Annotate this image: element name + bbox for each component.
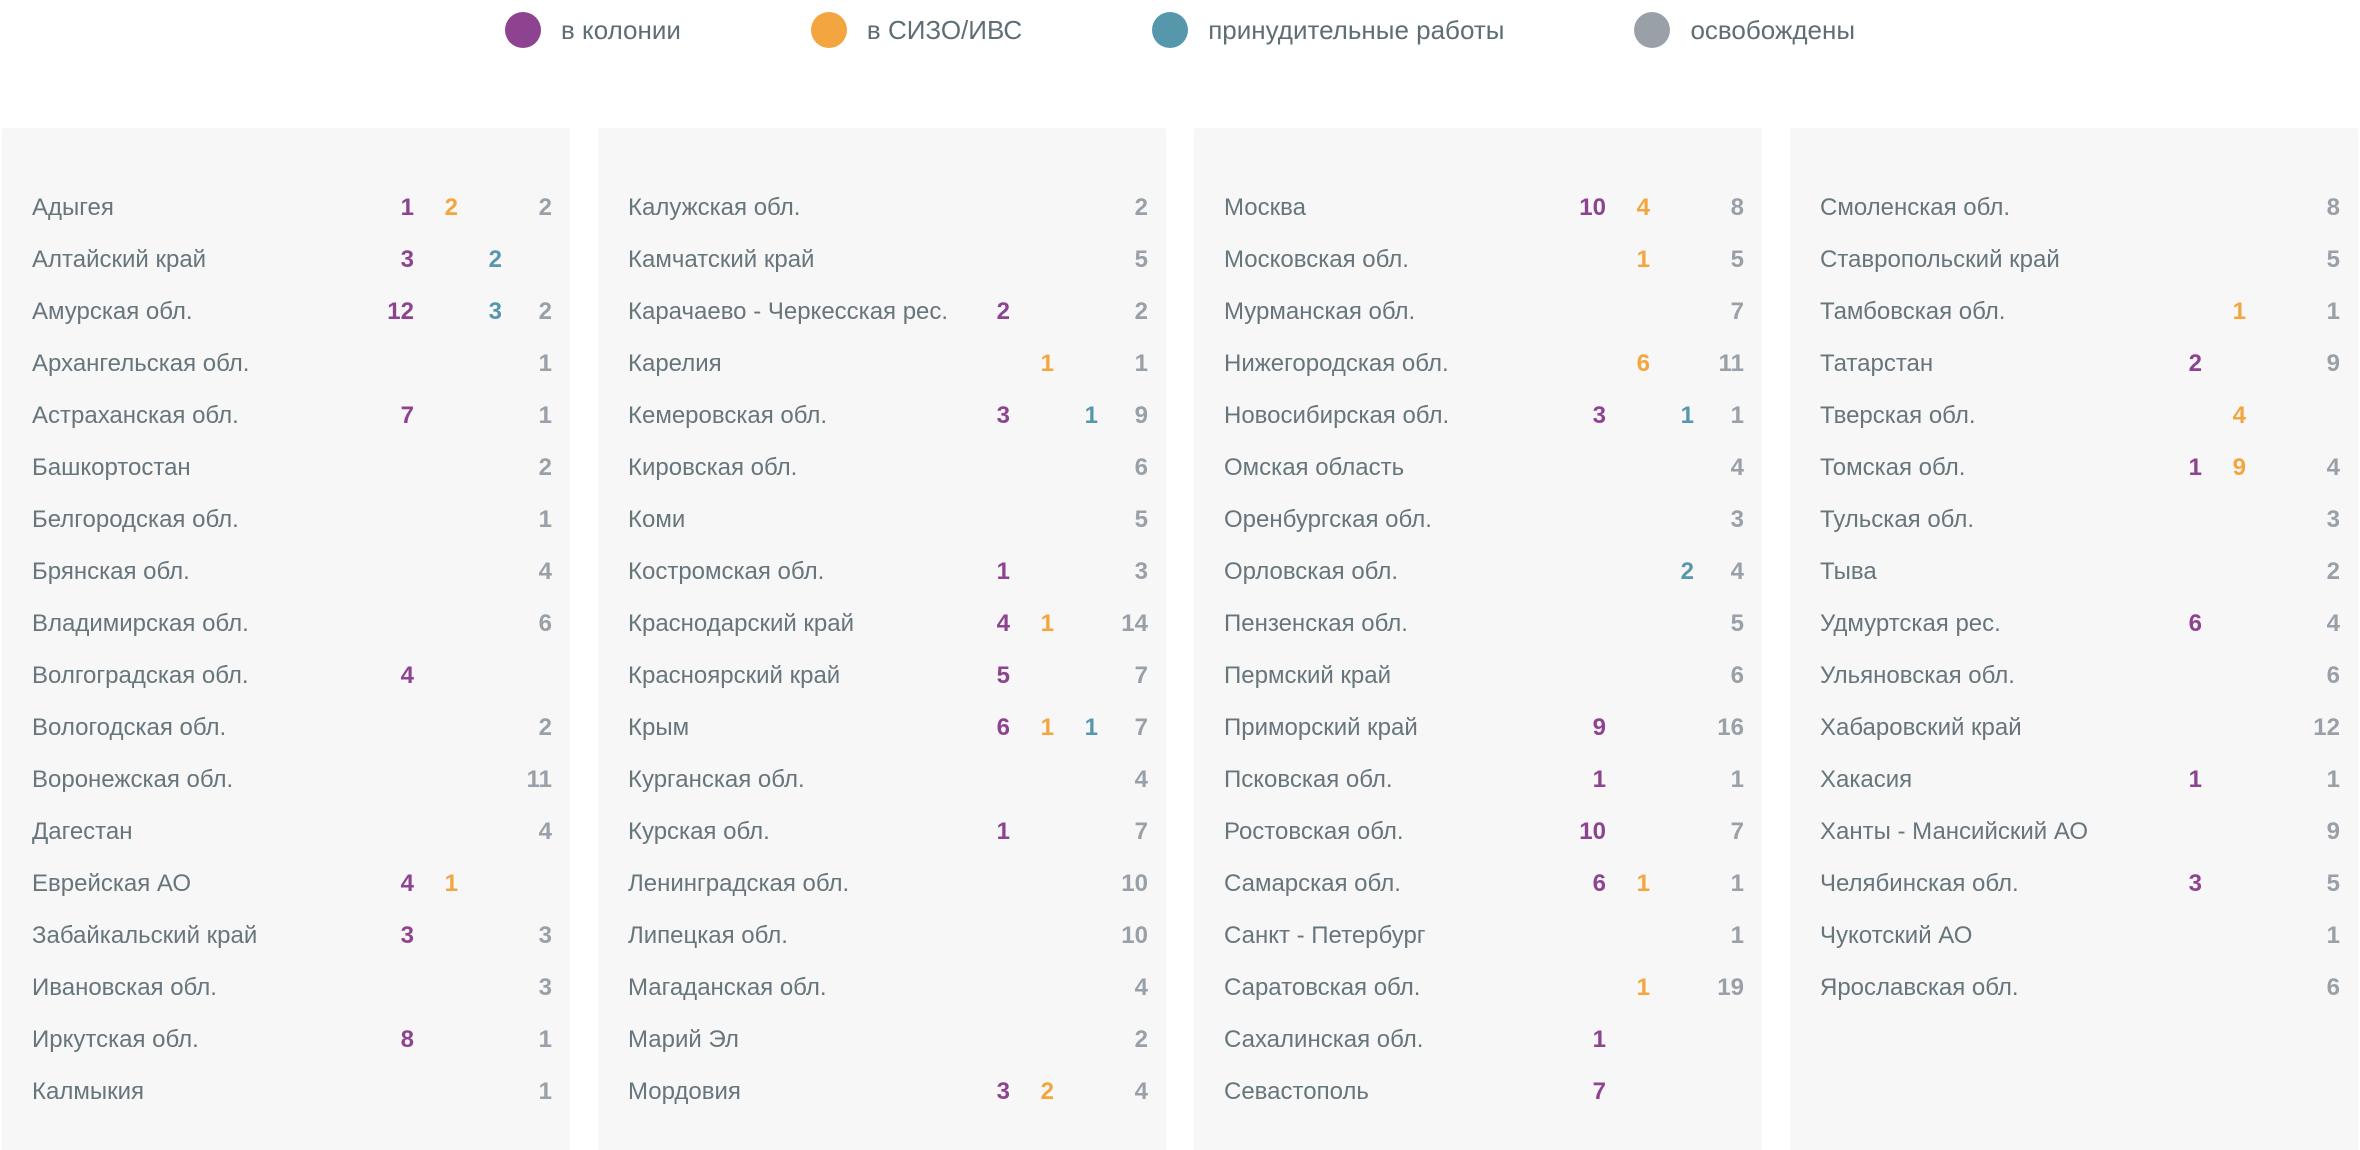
- table-row: [1820, 546, 2340, 598]
- legend-label: в СИЗО/ИВС: [866, 14, 1023, 45]
- sizo-count: 1: [444, 870, 458, 897]
- released-count: 4: [1134, 766, 1148, 793]
- region-name: Чукотский АО: [1820, 922, 1973, 949]
- region-name: Белгородская обл.: [32, 506, 239, 533]
- table-row: [1224, 910, 1744, 962]
- table-row: [32, 910, 552, 962]
- table-row: [1224, 494, 1744, 546]
- released-count: 1: [1134, 350, 1148, 377]
- region-name: Ханты - Мансийский АО: [1820, 818, 2088, 845]
- region-name: Нижегородская обл.: [1224, 350, 1449, 377]
- table-row: [628, 546, 1148, 598]
- legend-item-sizo[interactable]: [811, 12, 1022, 48]
- colony-dot-icon: [505, 12, 541, 48]
- forced-labor-count: 2: [488, 246, 502, 273]
- released-count: 4: [1134, 974, 1148, 1001]
- table-row: [1224, 390, 1744, 442]
- region-name: Карелия: [628, 350, 722, 377]
- region-name: Калужская обл.: [628, 194, 801, 221]
- sizo-count: 4: [2232, 402, 2246, 429]
- region-name: Алтайский край: [32, 246, 207, 273]
- released-count: 1: [538, 506, 552, 533]
- region-panel-4: [1790, 128, 2358, 1150]
- released-count: 2: [2326, 558, 2340, 585]
- table-row: [628, 338, 1148, 390]
- region-name: Краснодарский край: [628, 610, 855, 637]
- colony-count: 2: [996, 298, 1010, 325]
- region-name: Хабаровский край: [1820, 714, 2022, 741]
- region-name: Липецкая обл.: [628, 922, 788, 949]
- table-row: [32, 390, 552, 442]
- table-row: [32, 598, 552, 650]
- region-panel-2: [598, 128, 1166, 1150]
- region-name: Камчатский край: [628, 246, 815, 273]
- released-count: 7: [1730, 298, 1744, 325]
- region-name: Тамбовская обл.: [1820, 298, 2006, 325]
- table-row: [628, 962, 1148, 1014]
- region-name: Дагестан: [32, 818, 133, 845]
- table-row: [1224, 702, 1744, 754]
- sizo-count: 1: [1636, 870, 1650, 897]
- table-row: [1224, 546, 1744, 598]
- legend-item-colony[interactable]: [505, 12, 681, 48]
- region-name: Ивановская обл.: [32, 974, 217, 1001]
- table-row: [628, 598, 1148, 650]
- released-count: 11: [526, 766, 552, 793]
- table-row: [32, 494, 552, 546]
- region-name: Севастополь: [1224, 1078, 1369, 1105]
- table-row: [1820, 598, 2340, 650]
- region-name: Мордовия: [628, 1078, 741, 1105]
- region-name: Владимирская обл.: [32, 610, 249, 637]
- region-name: Тыва: [1820, 558, 1877, 585]
- released-count: 1: [538, 402, 552, 429]
- table-row: [1820, 234, 2340, 286]
- table-row: [32, 754, 552, 806]
- released-count: 2: [1134, 1026, 1148, 1053]
- released-count: 6: [1134, 454, 1148, 481]
- region-name: Самарская обл.: [1224, 870, 1401, 897]
- regions-board: [0, 128, 2360, 1150]
- sizo-count: 1: [2232, 298, 2246, 325]
- released-count: 5: [2326, 870, 2340, 897]
- released-count: 8: [1730, 194, 1744, 221]
- region-name: Костромская обл.: [628, 558, 825, 585]
- released-count: 1: [1730, 870, 1744, 897]
- region-name: Брянская обл.: [32, 558, 190, 585]
- table-row: [1820, 910, 2340, 962]
- colony-count: 3: [400, 246, 414, 273]
- released-count: 1: [538, 350, 552, 377]
- released-count: 4: [1730, 454, 1744, 481]
- colony-count: 8: [400, 1026, 414, 1053]
- region-name: Пензенская обл.: [1224, 610, 1408, 637]
- region-name: Санкт - Петербург: [1224, 922, 1426, 949]
- released-count: 1: [2326, 766, 2340, 793]
- region-name: Кемеровская обл.: [628, 402, 828, 429]
- table-row: [1224, 962, 1744, 1014]
- table-row: [32, 650, 552, 702]
- region-name: Волгоградская обл.: [32, 662, 249, 689]
- forced-labor-count: 1: [1084, 714, 1098, 741]
- colony-count: 1: [1592, 766, 1606, 793]
- table-row: [1820, 442, 2340, 494]
- colony-count: 1: [2188, 766, 2202, 793]
- table-row: [32, 442, 552, 494]
- colony-count: 3: [400, 922, 414, 949]
- region-name: Псковская обл.: [1224, 766, 1393, 793]
- table-row: [1224, 858, 1744, 910]
- region-name: Калмыкия: [32, 1078, 144, 1105]
- table-row: [628, 390, 1148, 442]
- region-name: Саратовская обл.: [1224, 974, 1421, 1001]
- table-row: [32, 234, 552, 286]
- colony-count: 10: [1579, 818, 1606, 845]
- table-row: [1224, 182, 1744, 234]
- table-row: [32, 338, 552, 390]
- region-name: Тульская обл.: [1820, 506, 1975, 533]
- colony-count: 3: [996, 402, 1010, 429]
- table-row: [32, 962, 552, 1014]
- sizo-count: 4: [1636, 194, 1650, 221]
- table-row: [628, 650, 1148, 702]
- colony-count: 12: [387, 298, 414, 325]
- colony-count: 7: [400, 402, 414, 429]
- table-row: [1820, 338, 2340, 390]
- table-row: [1820, 494, 2340, 546]
- colony-count: 4: [400, 870, 414, 897]
- table-row: [1224, 598, 1744, 650]
- sizo-count: 1: [1040, 714, 1054, 741]
- released-count: 14: [1121, 610, 1148, 637]
- table-row: [1224, 442, 1744, 494]
- colony-count: 1: [400, 194, 414, 221]
- region-name: Тверская обл.: [1820, 402, 1976, 429]
- region-name: Ленинградская обл.: [628, 870, 850, 897]
- released-count: 2: [538, 454, 552, 481]
- table-row: [1820, 858, 2340, 910]
- table-row: [1224, 754, 1744, 806]
- released-count: 4: [1134, 1078, 1148, 1105]
- colony-count: 1: [996, 558, 1010, 585]
- released-count: 9: [2326, 818, 2340, 845]
- table-row: [1820, 702, 2340, 754]
- region-panel-1: [2, 128, 570, 1150]
- released-count: 3: [1134, 558, 1148, 585]
- table-row: [1820, 650, 2340, 702]
- colony-count: 3: [996, 1078, 1010, 1105]
- region-name: Адыгея: [32, 194, 114, 221]
- released-count: 1: [1730, 402, 1744, 429]
- forced-labor-count: 1: [1680, 402, 1694, 429]
- table-row: [32, 182, 552, 234]
- colony-count: 6: [1592, 870, 1606, 897]
- colony-count: 1: [996, 818, 1010, 845]
- released-count: 4: [2326, 454, 2340, 481]
- table-row: [1820, 390, 2340, 442]
- table-row: [628, 858, 1148, 910]
- table-row: [1224, 338, 1744, 390]
- colony-count: 9: [1592, 714, 1606, 741]
- region-name: Амурская обл.: [32, 298, 193, 325]
- colony-count: 1: [1592, 1026, 1606, 1053]
- table-row: [628, 1066, 1148, 1118]
- table-row: [628, 1014, 1148, 1066]
- region-name: Курская обл.: [628, 818, 770, 845]
- released-count: 9: [2326, 350, 2340, 377]
- region-name: Вологодская обл.: [32, 714, 227, 741]
- table-row: [1224, 234, 1744, 286]
- region-name: Крым: [628, 714, 690, 741]
- released-count: 10: [1121, 922, 1148, 949]
- region-name: Забайкальский край: [32, 922, 258, 949]
- released-count: 2: [538, 298, 552, 325]
- region-name: Иркутская обл.: [32, 1026, 199, 1053]
- table-row: [32, 286, 552, 338]
- forced-labor-count: 1: [1084, 402, 1098, 429]
- table-row: [628, 806, 1148, 858]
- released-count: 6: [2326, 974, 2340, 1001]
- released-count: 11: [1718, 350, 1744, 377]
- forced-labor-count: 2: [1680, 558, 1694, 585]
- released-count: 8: [2326, 194, 2340, 221]
- region-name: Челябинская обл.: [1820, 870, 2019, 897]
- table-row: [1820, 286, 2340, 338]
- released-count: 1: [2326, 922, 2340, 949]
- released-count: 1: [2326, 298, 2340, 325]
- region-name: Ярославская обл.: [1820, 974, 2019, 1001]
- chart-legend: [0, 0, 2360, 56]
- table-row: [32, 702, 552, 754]
- sizo-count: 1: [1636, 246, 1650, 273]
- table-row: [1820, 806, 2340, 858]
- released-count: 12: [2313, 714, 2340, 741]
- region-name: Курганская обл.: [628, 766, 805, 793]
- released-count: 3: [538, 922, 552, 949]
- released-count: 1: [538, 1078, 552, 1105]
- colony-count: 3: [2188, 870, 2202, 897]
- colony-count: 7: [1592, 1078, 1606, 1105]
- legend-label: освобождены: [1690, 14, 1856, 45]
- table-row: [1820, 754, 2340, 806]
- colony-count: 2: [2188, 350, 2202, 377]
- released-count: 1: [538, 1026, 552, 1053]
- released-count: 7: [1134, 662, 1148, 689]
- released-count: 3: [1730, 506, 1744, 533]
- region-name: Коми: [628, 506, 686, 533]
- legend-item-released[interactable]: [1634, 12, 1855, 48]
- sizo-dot-icon: [811, 12, 847, 48]
- region-name: Мурманская обл.: [1224, 298, 1416, 325]
- colony-count: 4: [400, 662, 414, 689]
- region-name: Орловская обл.: [1224, 558, 1399, 585]
- released-count: 16: [1717, 714, 1744, 741]
- table-row: [628, 754, 1148, 806]
- table-row: [32, 806, 552, 858]
- table-row: [32, 1066, 552, 1118]
- released-count: 6: [538, 610, 552, 637]
- released-count: 7: [1730, 818, 1744, 845]
- region-name: Башкортостан: [32, 454, 191, 481]
- table-row: [628, 234, 1148, 286]
- region-name: Еврейская АО: [32, 870, 192, 897]
- table-row: [32, 858, 552, 910]
- legend-label: принудительные работы: [1208, 14, 1505, 45]
- region-name: Москва: [1224, 194, 1306, 221]
- forced-labor-count: 3: [488, 298, 502, 325]
- region-name: Карачаево - Черкесская рес.: [628, 298, 949, 325]
- region-panel-3: [1194, 128, 1762, 1150]
- table-row: [628, 910, 1148, 962]
- table-row: [628, 442, 1148, 494]
- forced-labor-dot-icon: [1152, 12, 1188, 48]
- region-name: Пермский край: [1224, 662, 1392, 689]
- released-count: 19: [1717, 974, 1744, 1001]
- released-count: 7: [1134, 818, 1148, 845]
- region-name: Красноярский край: [628, 662, 841, 689]
- table-row: [628, 494, 1148, 546]
- region-name: Магаданская обл.: [628, 974, 827, 1001]
- released-count: 1: [1730, 766, 1744, 793]
- sizo-count: 1: [1636, 974, 1650, 1001]
- region-name: Татарстан: [1820, 350, 1934, 377]
- table-row: [1224, 650, 1744, 702]
- released-count: 4: [538, 818, 552, 845]
- released-count: 6: [1730, 662, 1744, 689]
- table-row: [628, 182, 1148, 234]
- colony-count: 1: [2188, 454, 2202, 481]
- legend-item-forced-labor[interactable]: [1152, 12, 1504, 48]
- table-row: [32, 1014, 552, 1066]
- released-count: 2: [538, 194, 552, 221]
- released-count: 4: [1730, 558, 1744, 585]
- table-row: [1224, 806, 1744, 858]
- region-name: Омская область: [1224, 454, 1405, 481]
- region-name: Астраханская обл.: [32, 402, 239, 429]
- released-count: 4: [2326, 610, 2340, 637]
- legend-label: в колонии: [560, 14, 681, 45]
- table-row: [1224, 1014, 1744, 1066]
- released-count: 5: [2326, 246, 2340, 273]
- released-count: 1: [1730, 922, 1744, 949]
- released-count: 3: [2326, 506, 2340, 533]
- table-row: [1224, 286, 1744, 338]
- table-row: [1820, 182, 2340, 234]
- colony-count: 10: [1579, 194, 1606, 221]
- colony-count: 6: [996, 714, 1010, 741]
- released-count: 10: [1121, 870, 1148, 897]
- released-count: 4: [538, 558, 552, 585]
- region-name: Ростовская обл.: [1224, 818, 1404, 845]
- region-name: Оренбургская обл.: [1224, 506, 1432, 533]
- table-row: [628, 286, 1148, 338]
- released-count: 2: [538, 714, 552, 741]
- released-count: 5: [1134, 506, 1148, 533]
- region-name: Ставропольский край: [1820, 246, 2060, 273]
- sizo-count: 6: [1636, 350, 1650, 377]
- region-name: Ульяновская обл.: [1820, 662, 2015, 689]
- released-count: 7: [1134, 714, 1148, 741]
- released-count: 2: [1134, 298, 1148, 325]
- released-count: 5: [1730, 246, 1744, 273]
- released-count: 5: [1730, 610, 1744, 637]
- sizo-count: 9: [2232, 454, 2246, 481]
- colony-count: 6: [2188, 610, 2202, 637]
- region-name: Архангельская обл.: [32, 350, 250, 377]
- released-count: 5: [1134, 246, 1148, 273]
- released-count: 2: [1134, 194, 1148, 221]
- region-name: Томская обл.: [1820, 454, 1966, 481]
- region-name: Смоленская обл.: [1820, 194, 2010, 221]
- colony-count: 3: [1592, 402, 1606, 429]
- region-name: Новосибирская обл.: [1224, 402, 1450, 429]
- region-name: Удмуртская рес.: [1820, 610, 2001, 637]
- released-count: 3: [538, 974, 552, 1001]
- sizo-count: 1: [1040, 610, 1054, 637]
- sizo-count: 2: [444, 194, 458, 221]
- region-name: Московская обл.: [1224, 246, 1409, 273]
- released-dot-icon: [1634, 12, 1670, 48]
- region-name: Хакасия: [1820, 766, 1913, 793]
- sizo-count: 1: [1040, 350, 1054, 377]
- colony-count: 4: [996, 610, 1010, 637]
- colony-count: 5: [996, 662, 1010, 689]
- table-row: [1820, 962, 2340, 1014]
- region-name: Марий Эл: [628, 1026, 739, 1053]
- region-name: Приморский край: [1224, 714, 1418, 741]
- released-count: 9: [1134, 402, 1148, 429]
- table-row: [32, 546, 552, 598]
- table-row: [1224, 1066, 1744, 1118]
- region-name: Кировская обл.: [628, 454, 798, 481]
- released-count: 6: [2326, 662, 2340, 689]
- region-name: Воронежская обл.: [32, 766, 234, 793]
- sizo-count: 2: [1040, 1078, 1054, 1105]
- region-name: Сахалинская обл.: [1224, 1026, 1424, 1053]
- table-row: [628, 702, 1148, 754]
